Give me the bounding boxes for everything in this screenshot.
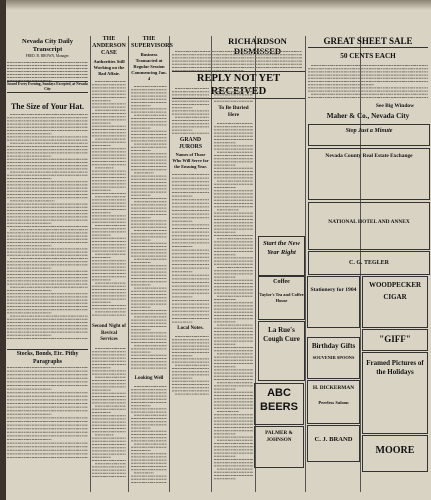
maher-title: Maher & Co., Nevada City [326, 112, 410, 120]
laruc-ad [258, 321, 305, 381]
moore-title: MOORE [375, 445, 415, 456]
stop-ad [308, 124, 430, 146]
stocks-headline: Stocks, Bonds, Etc. Pithy Paragraphs [7, 349, 88, 366]
column-rule [169, 36, 170, 492]
cigar-title: CIGAR [383, 293, 407, 301]
looking-well-headline: Looking Well [134, 376, 164, 381]
article-text [214, 122, 253, 480]
article-text [131, 85, 167, 369]
sheet-sale-subhead: 50 CENTS EACH [340, 52, 396, 60]
woodpecker-title: WOODPECKER [368, 281, 422, 289]
brand-ad [307, 425, 360, 462]
issued-line: Issued Every Evening, Sundays Excepted, at Nevada City [7, 82, 88, 91]
article-text [172, 87, 209, 135]
framed-pictures-ad [362, 352, 428, 434]
hotel-title: NATIONAL HOTEL AND ANNEX [328, 219, 410, 225]
coffee-title: Coffee [273, 279, 290, 285]
supervisors-subhead: Business Transacted at Regular Session Commencing Jan. 4 [131, 52, 167, 81]
birthday-title: Birthday Gifts [311, 342, 356, 350]
revival-headline: Second Night of Revival Services [92, 324, 126, 342]
anderson-subhead: Authorities Still Working on the Bad Affair. [93, 59, 125, 76]
column-rule [211, 36, 212, 492]
scan-shadow [0, 0, 431, 10]
stationery-title: Stationery for 1904 [310, 287, 357, 293]
richardson-banner: RICHARDSON DISMISSED [228, 36, 287, 56]
anderson-headline: THE ANDERSON CASE [92, 36, 126, 56]
column-rule [90, 36, 91, 492]
article-text [172, 335, 209, 395]
local-notes-headline: Local Notes. [177, 326, 204, 331]
dickerman-title: H. DICKERMAN [312, 385, 355, 391]
stop-title: Stop Just a Minute [345, 128, 393, 134]
framed-title: Framed Pictures of the Holidays [366, 359, 424, 376]
column-buried [214, 87, 253, 492]
stock-table [7, 366, 88, 461]
souvenir-title: SOUVENIR SPOONS [312, 355, 355, 360]
article-text [7, 113, 88, 341]
gift-ad [362, 329, 428, 351]
column-supervisors [131, 36, 173, 492]
article-text [131, 385, 167, 485]
stationery-ad [307, 276, 360, 328]
laruc-title: La Rue's Cough Cure [263, 326, 300, 343]
birthday-ad [307, 337, 360, 379]
editor-line: FRED. B. BROWN, Manager. [25, 54, 70, 58]
abc-title: ABC BEERS [260, 387, 298, 413]
newyear-title: Start the New Year Right [262, 240, 300, 256]
article-text [92, 347, 126, 477]
column-masthead [7, 36, 88, 492]
sheet-sale-banner: GREAT SHEET SALE [308, 36, 428, 48]
column-anderson [92, 36, 126, 492]
column-rule [305, 36, 306, 492]
taylors-ad [258, 276, 305, 320]
window-line: See Big Window [375, 103, 415, 109]
exchange-ad [308, 148, 430, 200]
article-text [92, 80, 126, 318]
supervisors-headline: THE SUPERVISORS [131, 36, 173, 49]
exchange-title: Nevada County Real Estate Exchange [325, 153, 413, 159]
buried-headline: To Be Buried Here [218, 105, 249, 118]
article-text [172, 50, 302, 72]
peerless-title: Peerless Saloon [318, 400, 349, 405]
page-binding-edge [0, 0, 6, 500]
gift-title: "GIFF" [379, 334, 411, 344]
tegler-title: C. G. TEGLER [349, 260, 389, 266]
grand-jurors-subhead: Names of Those Who Will Serve for the Ensuing Year. [172, 152, 209, 169]
reply-banner: REPLY NOT YET RECEIVED [172, 71, 305, 99]
article-text [214, 87, 253, 103]
subscription-text [7, 61, 88, 81]
taylors-title: Taylor's Tea and Coffee House [259, 292, 304, 303]
paper-name: Nevada City Daily Transcript [22, 38, 73, 53]
tegler-ad [308, 251, 430, 275]
moore-ad [362, 435, 428, 472]
juror-list [172, 173, 209, 323]
column-rule [128, 36, 129, 492]
column-left-mid [172, 87, 209, 492]
article-text [308, 64, 428, 100]
hotel-ad [308, 202, 430, 250]
woodpecker-ad [362, 276, 428, 328]
dickerman-ad [307, 380, 360, 424]
brand-title: C. J. BRAND [314, 436, 353, 443]
palmer-title: PALMER & JOHNSON [265, 430, 293, 443]
grand-jurors-headline: GRAND JURORS [178, 137, 203, 150]
main-headline: The Size of Your Hat. [10, 102, 85, 111]
new-year-ad [258, 236, 305, 276]
